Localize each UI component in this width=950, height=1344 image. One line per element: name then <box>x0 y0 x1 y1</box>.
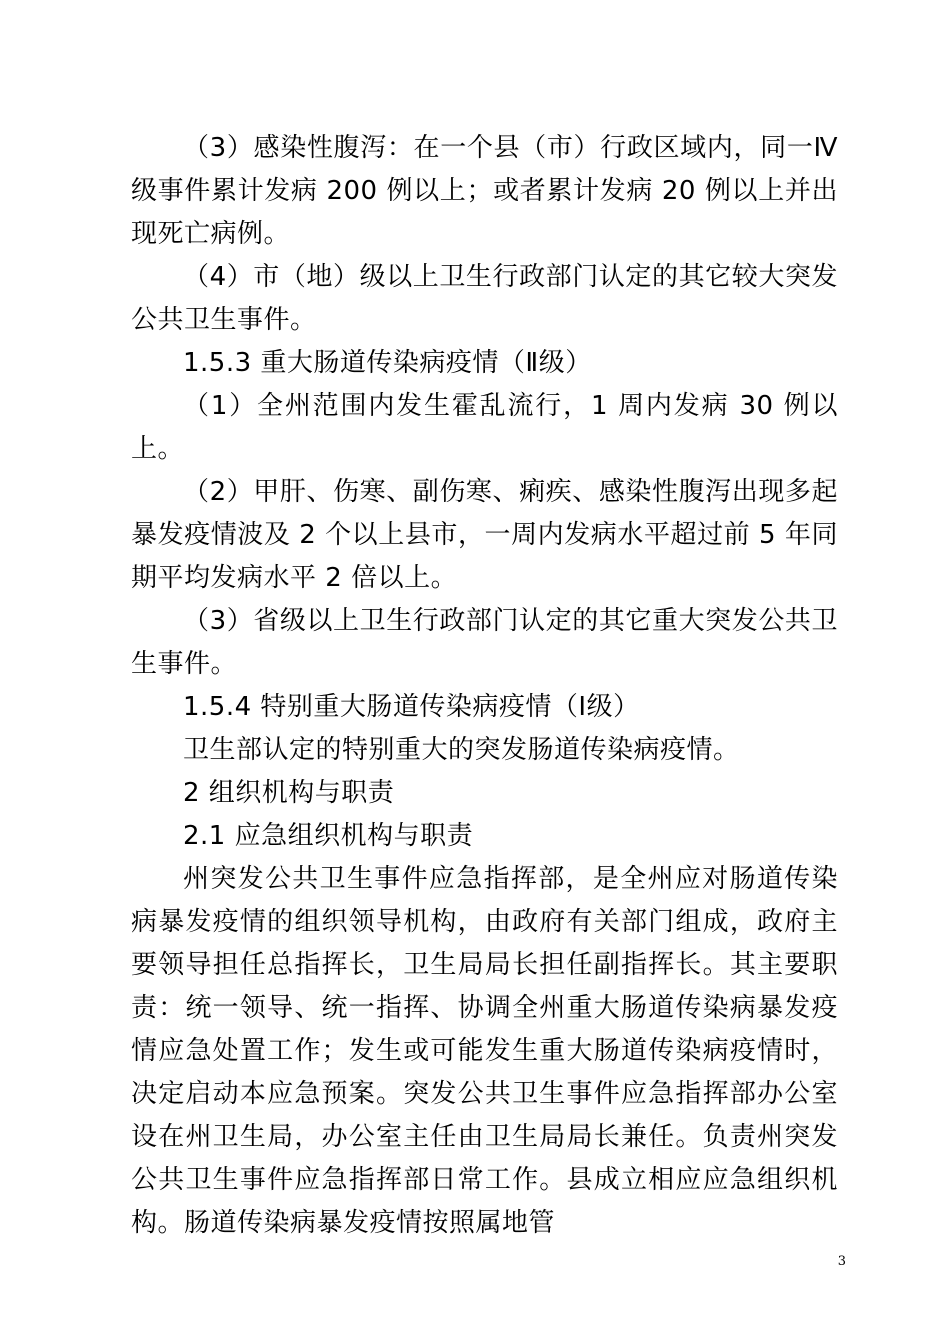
paragraph-diarrhea-criteria: （3）感染性腹泻：在一个县（市）行政区域内，同一Ⅳ级事件累计发病 200 例以上；或者累计发病 20 例以上并出现死亡病例。 <box>131 133 838 249</box>
section-heading-1-5-4: 1.5.4 特别重大肠道传染病疫情（Ⅰ级） <box>183 692 640 722</box>
paragraph-ministry: 卫生部认定的特别重大的突发肠道传染病疫情。 <box>183 735 740 765</box>
document-body <box>131 127 838 1245</box>
section-heading-2: 2 组织机构与职责 <box>183 778 395 808</box>
paragraph-provincial-events: （3）省级以上卫生行政部门认定的其它重大突发公共卫生事件。 <box>131 606 838 679</box>
paragraph-outbreaks: （2）甲肝、伤寒、副伤寒、痢疾、感染性腹泻出现多起暴发疫情波及 2 个以上县市，一周内发病水平超过前 5 年同期平均发病水平 2 倍以上。 <box>131 477 838 593</box>
section-heading-1-5-3: 1.5.3 重大肠道传染病疫情（Ⅱ级） <box>183 348 592 378</box>
paragraph-cholera: （1）全州范围内发生霍乱流行，1 周内发病 30 例以上。 <box>131 391 838 464</box>
paragraph-municipal-events: （4）市（地）级以上卫生行政部门认定的其它较大突发公共卫生事件。 <box>131 262 838 335</box>
page-number: 3 <box>837 1254 846 1269</box>
section-heading-2-1: 2.1 应急组织机构与职责 <box>183 821 474 851</box>
paragraph-command-center: 州突发公共卫生事件应急指挥部，是全州应对肠道传染病暴发疫情的组织领导机构，由政府有关部门组成，政府主要领导担任总指挥长，卫生局局长担任副指挥长。其主要职责：统一领导、统一指挥、协调全州重大肠道传染病暴发疫情应急处置工作；发生或可能发生重大肠道传染病疫情时，决定启动本应急预案。突发公共卫生事件应急指挥部办公室设在州卫生局，办公室主任由卫生局局长兼任。负责州突发公共卫生事件应急指挥部日常工作。县成立相应应急组织机构。肠道传染病暴发疫情按照属地管 <box>131 864 838 1238</box>
